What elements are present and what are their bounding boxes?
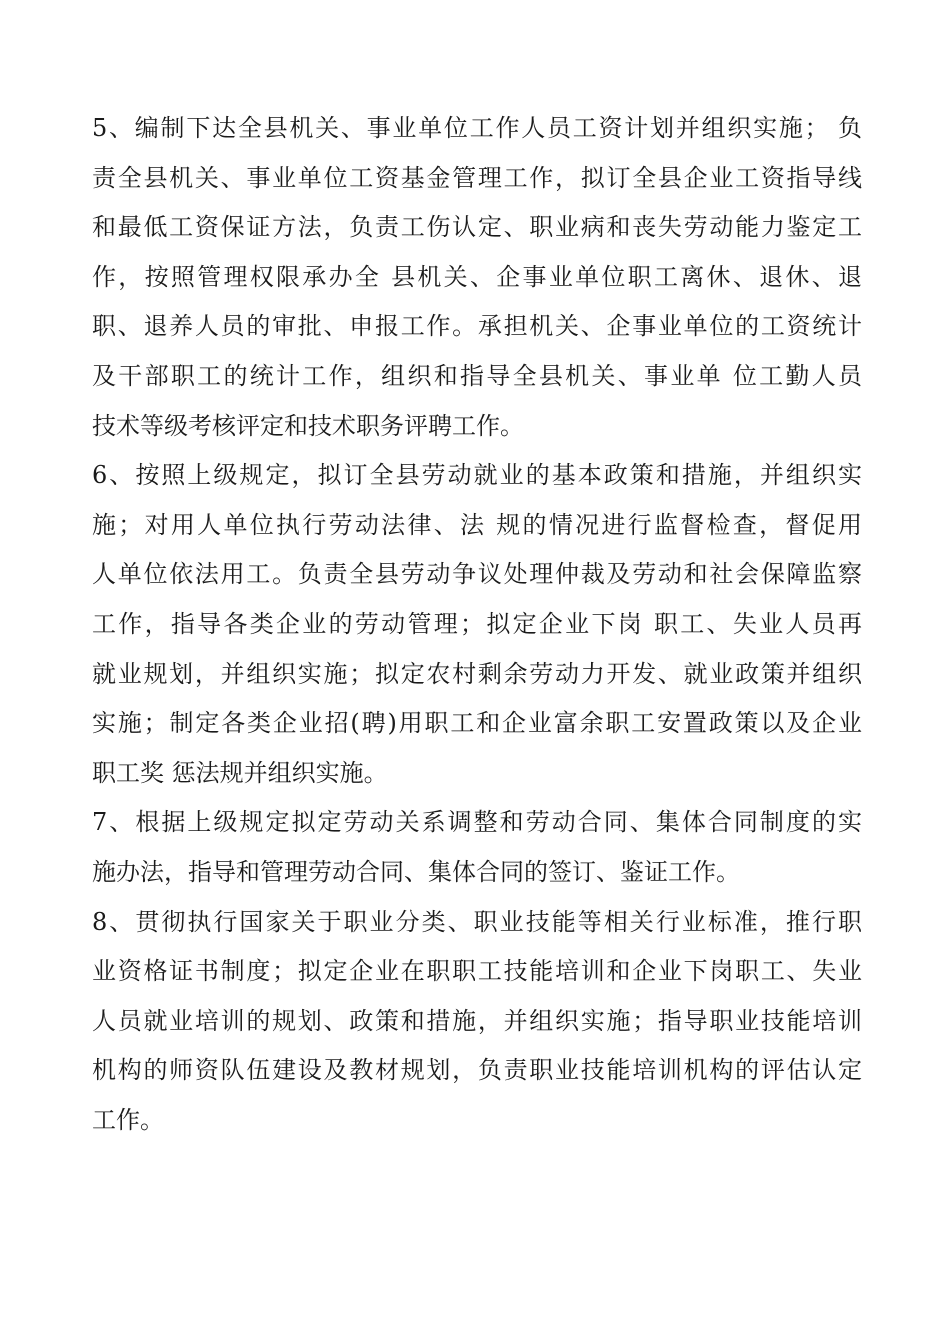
paragraph-item-7 (92, 798, 862, 897)
paragraph-line: 人员就业培训的规划、政策和措施，并组织实施；指导职业技能培训 (92, 1006, 862, 1035)
paragraph-line: 作，按照管理权限承办全 县机关、企事业单位职工离休、退休、退 (92, 262, 862, 291)
paragraph-line: 技术等级考核评定和技术职务评聘工作。 (92, 411, 524, 440)
paragraph-item-6 (92, 451, 862, 798)
paragraph-line: 业资格证书制度；拟定企业在职职工技能培训和企业下岗职工、失业 (92, 957, 862, 986)
paragraph-item-5 (92, 104, 862, 451)
paragraph-line: 及干部职工的统计工作，组织和指导全县机关、事业单 位工勤人员 (92, 361, 862, 390)
paragraph-line: 5、编制下达全县机关、事业单位工作人员工资计划并组织实施； 负 (92, 114, 862, 142)
paragraph-line: 责全县机关、事业单位工资基金管理工作，拟订全县企业工资指导线 (92, 163, 862, 192)
paragraph-line: 6、按照上级规定，拟订全县劳动就业的基本政策和措施，并组织实 (92, 461, 862, 490)
paragraph-line: 施办法，指导和管理劳动合同、集体合同的签订、鉴证工作。 (92, 857, 740, 886)
paragraph-line: 职、退养人员的审批、申报工作。承担机关、企事业单位的工资统计 (92, 312, 862, 341)
document-body (92, 104, 862, 1145)
paragraph-line: 机构的师资队伍建设及教材规划，负责职业技能培训机构的评估认定 (92, 1056, 862, 1085)
paragraph-line: 和最低工资保证方法，负责工伤认定、职业病和丧失劳动能力鉴定工 (92, 213, 862, 242)
paragraph-line: 职工奖 惩法规并组织实施。 (92, 758, 388, 787)
paragraph-line: 人单位依法用工。负责全县劳动争议处理仲裁及劳动和社会保障监察 (92, 560, 862, 589)
paragraph-line: 7、根据上级规定拟定劳动关系调整和劳动合同、集体合同制度的实 (92, 808, 862, 837)
paragraph-line: 施；对用人单位执行劳动法律、法 规的情况进行监督检查，督促用 (92, 510, 862, 539)
paragraph-line: 实施；制定各类企业招(聘)用职工和企业富余职工安置政策以及企业 (92, 709, 862, 738)
paragraph-item-8 (92, 898, 862, 1146)
paragraph-line: 工作。 (92, 1105, 164, 1134)
paragraph-line: 工作，指导各类企业的劳动管理；拟定企业下岗 职工、失业人员再 (92, 609, 862, 638)
paragraph-line: 8、贯彻执行国家关于职业分类、职业技能等相关行业标准，推行职 (92, 907, 862, 936)
paragraph-line: 就业规划，并组织实施；拟定农村剩余劳动力开发、就业政策并组织 (92, 659, 862, 688)
